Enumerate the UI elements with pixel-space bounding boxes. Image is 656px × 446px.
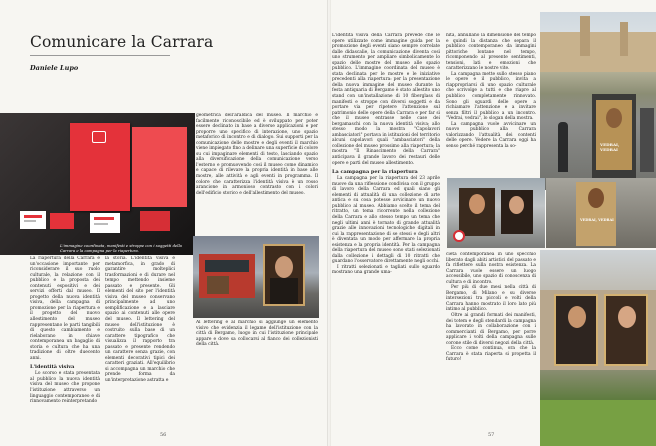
framed-portrait	[263, 244, 305, 306]
paragraph: cietà contemporanea in uno specchio liberato dagli abiti artistici del passato e fa riflettere sulla nostra esistenza. La Carrara vuole essere un luogo accessibile, uno spazio di conoscenza di cultura e di incontro.	[446, 252, 536, 285]
paragraph: geometrica dell'araldica del museo. Il marchio è facilmente riconoscibile ed è sviluppato per poter essere declinato in base a diverse applicazioni e per proporre uno specifico di interazione, uno spazio metaforico di incontro e di dialogo. Sui supporti per la comunicazione delle mostre e degli eventi il marchio viene impiegato fino a delinare una superficie di colore su cui impaginare elementi di testo, lasciando spazio alla diversificazione della comunicazione verso l'esterno e promuovendo così il museo come dinamico e capace di rilevare la propria identità in base alle mostre, alle attività e agli eventi in programma. Il colore che caratterizza l'identità visiva è un rosso arancione in armonioso contrasto con i colori dell'edificio storico e dell'allestimento del museo.	[196, 113, 318, 196]
paragraph: I ritratti selezionati e tagliati sullo sguardo mostrano una grande uma-	[332, 264, 440, 276]
stand-poster	[576, 182, 616, 246]
paragraph: Per più di due mesi nella città di Bergamo, di Milano e su diverse intersezioni tra piccoli e volti della Carrara hanno mostrato il loro lato più intimo al pubblico.	[446, 285, 536, 313]
portrait-poster	[459, 188, 495, 236]
white-card	[20, 211, 46, 229]
text-column-1	[30, 256, 100, 424]
tram-portrait-photo	[193, 236, 319, 318]
section-heading: La campagna per la riapertura	[332, 169, 418, 176]
portrait-poster	[501, 190, 533, 234]
pedestrian	[558, 122, 568, 172]
white-card	[90, 213, 120, 233]
red-poster-small	[132, 127, 187, 207]
old-town	[540, 32, 656, 72]
bus-stop-photo	[447, 178, 545, 248]
page-number-right: 57	[488, 432, 495, 438]
photo-caption: L'immagine coordinata, manifesti e stroppe con i soggetti della Carrara e la campagna per la riapertura.	[60, 243, 182, 253]
paragraph: Oltre ai grandi formati dei manifesti, dei totem e degli stendardi la campagna ha lavorato in collaborazione con i commercianti di Bergamo, per porre applicare i volti della campagna sulle corone stile di diversi negozi della città.	[446, 313, 536, 346]
text-column-3a	[196, 113, 318, 233]
bell-tower	[580, 16, 590, 56]
paragraph: La campagna vuole avvicinare un nuovo pubblico alla Carrara valorizzando l'attualità dei contenti delle opere. Vedere la Carrara oggi ha senso perché rappresenta la so-	[446, 121, 536, 149]
paragraph: Ecco come continua, ora che la Carrara è stata riaperta si propetta il futuro!	[446, 346, 536, 363]
text-column-4	[332, 33, 440, 423]
kiosk-slogan: VEDRAI, VEDRAI	[600, 142, 620, 152]
tram	[199, 254, 255, 298]
lawn	[540, 400, 656, 446]
kiosk-poster	[596, 100, 632, 170]
traffic-sign-icon	[453, 230, 465, 242]
text-column-6	[446, 252, 536, 424]
carrara-logo-mark	[92, 131, 106, 143]
bell-tower	[620, 22, 628, 56]
paragraph: la storia. L'identità visiva è metamorfica, in grado di garantire molteplici trasformazioni e di durare nel tempo mettendo insieme passato e presente. Gli elementi del sito per l'identità visiva del museo conservano principalmente ad uno semplificazione e a lasciare spazio ai contenuti alle opere del museo. Il lettering del museo dell'istituzione è costruito sulla base di un carattere tipografico che visualizza il rapporto tra passato e presente rendendo un carattere senza grazie, con elementi decorativi tipici dei caratteri graziati. All'equilibrio si accompagna un marchio che prende forma da un'interpretazione astratta e	[105, 256, 175, 384]
city-kiosk-photo	[540, 12, 656, 190]
portrait-banner	[554, 294, 598, 366]
paragraph: Lo scorso e stata presentata al pubblico la nuova identità visiva del museo che propone l'istituzione attraverso un linguaggio contemporaneo e di rinnovamento reinterpretando	[30, 371, 100, 405]
paragraph: nità, annullano la dimensione del tempo e quindi la distanza che separa il pubblico contemporaneo da immagini pittoriche lontane nel tempo, ricomponendo al presente sentimenti, tensioni, lati e emozioni che caratterizzano le nostre vite.	[446, 33, 536, 72]
street-banner-photo	[540, 250, 656, 446]
ad-kiosk	[592, 94, 636, 180]
stand-slogan: VEDRAI, VEDRAI	[580, 218, 614, 222]
title-rule	[30, 55, 170, 56]
identity-photo	[0, 113, 195, 255]
paragraph: La riapertura della Carrara è un'occasione importante per riconsiderare il suo ruolo culturale, la relazione con il pubblico e la proposta dei contenuti espositivi e dei servizi offerti dal museo. Il progetto della nuova identità visiva, della campagna di promozione per la riapertura e il progetto del nuovo allestimento del museo rappresentano le parti tangibili di questo cambiamento e rielaborano in chiave contemporanea un bagaglio di storia e cultura che ha una tradizione di oltre duecento anni.	[30, 256, 100, 361]
red-card	[50, 213, 74, 229]
paragraph: Al lettering e al marchio si aggiunge un elemento visivo che evidenzia il legame dell'istituzione con la città di Bergamo, luogo in cui l'istituzione principale appare e dove sa collocarsi al fianco dei collezionisti della città.	[196, 320, 318, 348]
poster-stand-photo	[546, 178, 656, 248]
article-title: Comunicare la Carrara	[30, 33, 214, 51]
page-gutter	[327, 0, 331, 446]
red-poster-large	[70, 123, 130, 211]
text-column-3b	[196, 320, 318, 420]
paragraph: L'identità visiva della Carrara prevede che le opere utilizzate come immagine guida per la promozione degli eventi siano sempre correlate dalle didascalie, la comunicazione diventa così uno strumento per ampliare simbolicamente lo spazio delle mostre del museo alle spazio pubblico. L'immagine coordinata del museo è stata declinata per le mostre e le iniziative precedenti alla riapertura: per la presentazione della nuova immagine del museo durante la festa antiquaria di Bergamo è stato allestito uno stand con un'installazione di 10 fiberglass di manifesti e stroppe con diversi soggetti e da portare via per ripetere l'attenzione sul patrimonio delle opere della Carrara e per far sì che il museo entrasse nelle case dei bergamaschi con la nuova identità visiva; allo stesso modo la mostra "Capolavori ambasciatori" portava in istituzioni del territorio alcuni capolavori quali "ambasciatori" della collezione del museo prossimo alla riapertura; la mostra "Il Rinascimento della Carrara" anticipava il grande lavoro dei restauri delle opere e parti del museo allestimento.	[332, 33, 440, 166]
article-author: Daniele Lupo	[30, 64, 79, 72]
bicycle	[640, 108, 654, 172]
section-heading: L'identità visiva	[30, 364, 75, 371]
portrait-banner	[604, 294, 648, 366]
page-number-left: 56	[160, 432, 167, 438]
paragraph: La campagna per la riapertura del 23 aprile muove da una riflessione condivisa con il gruppo di lavoro della Carrara ed quali siano gli elementi di attualità di una collezione di arte antica e su cosa potesse avvicinare un nuovo pubblico al museo. Abbiamo scelto il tema del ritratto, un tema ricorrente nella collezione della Carrara e allo stesso tempo un tema che negli ultimi anni è tornato di grande attualità grazie alle innovazioni tecnologiche digitali in cui la rappresentazione di se stessi e degli altri è diventata un modo per affermare la propria esistenza e la propria identità. Per la campagna della riapertura del museo sono stati selezionati dalla collezione i dettagli di 10 ritratti che guardano l'osservatore direttamente negli occhi.	[332, 176, 440, 265]
text-column-2	[105, 256, 175, 424]
red-card	[140, 211, 170, 231]
paragraph: La campagna mette sullo stesso piano le opere e il pubblico, invita a riappropriarsi di uno spazio culturale che scrivolge a tutti e che riapre al pubblico completamente rinnovato. Sono gli sguardi delle opere a richiamare l'attenzione e a invitare senza filtri il pubblico a un incontro. "Vedrai, vedrai", lo slogan della mostra.	[446, 71, 536, 122]
text-column-5	[446, 33, 536, 175]
